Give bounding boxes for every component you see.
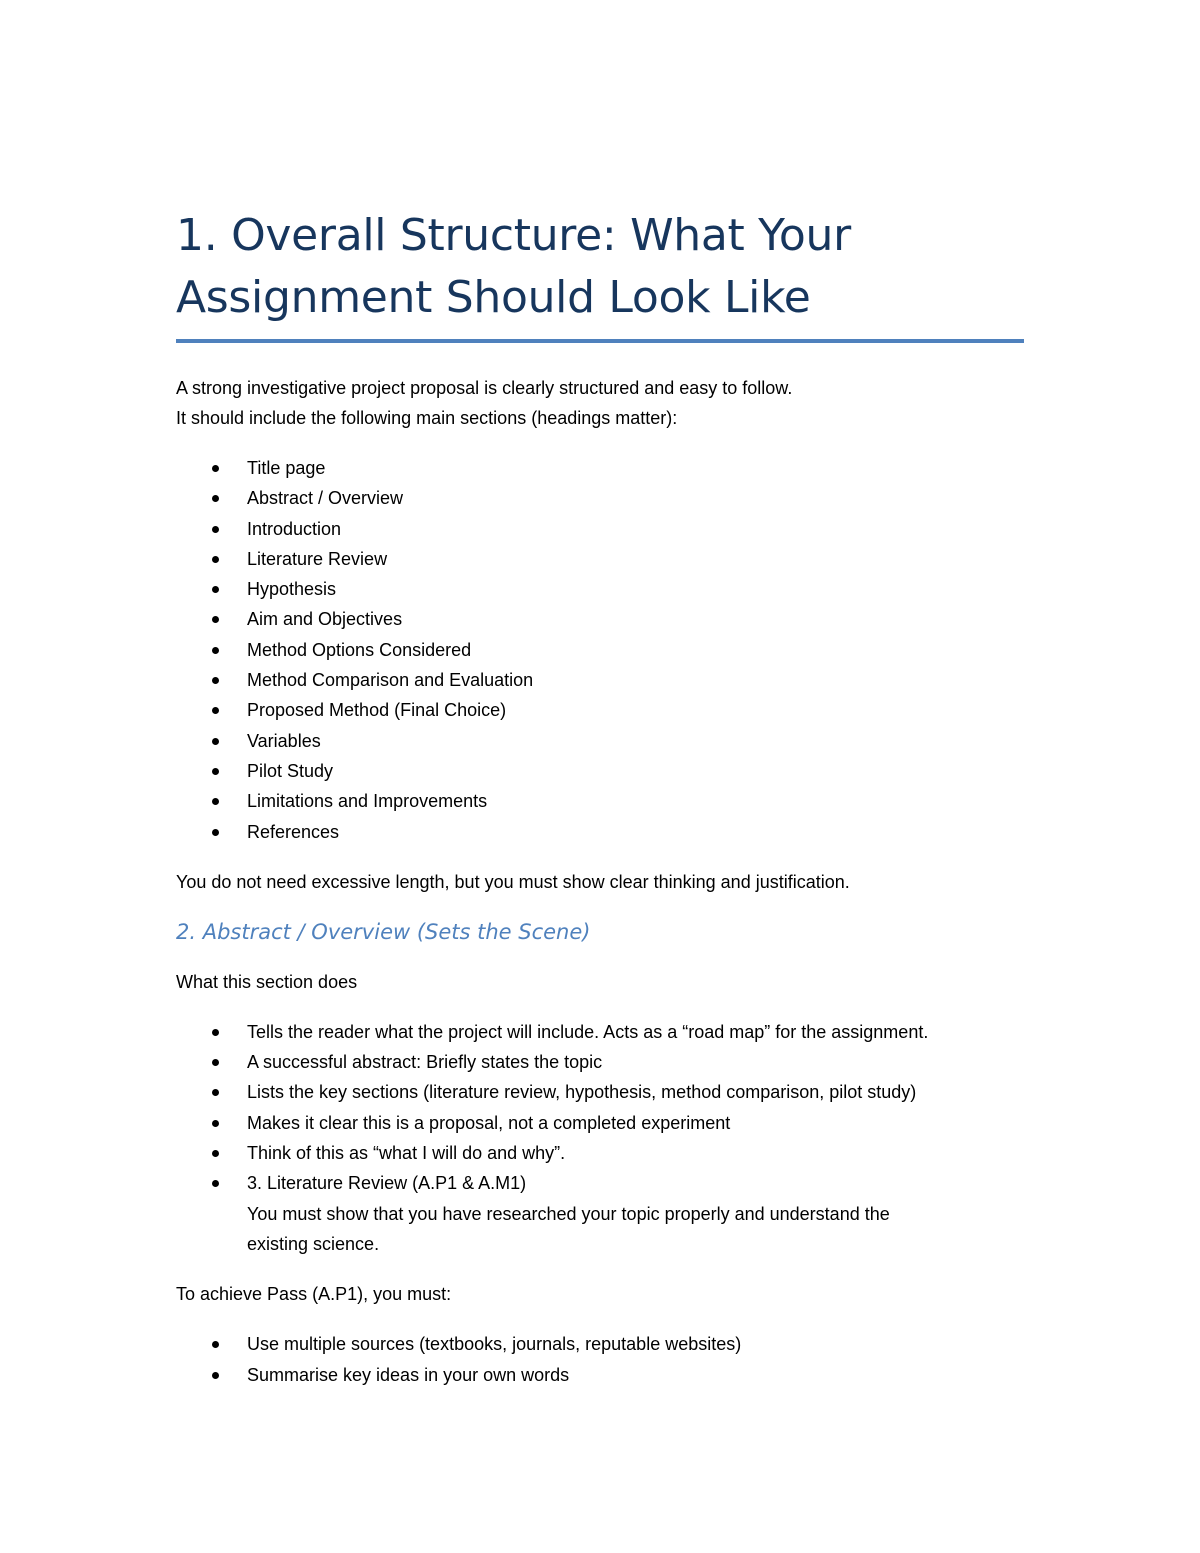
intro-paragraph (176, 373, 1024, 433)
list-item-text: Method Options Considered (247, 639, 472, 660)
bullet-icon (212, 465, 219, 472)
list-item (176, 1360, 1024, 1390)
list-item (176, 514, 1024, 544)
list-item (176, 1138, 1024, 1168)
bullet-icon (212, 677, 219, 684)
list-item-text: Tells the reader what the project will include. Acts as a “road map” for the assignment. (247, 1021, 929, 1042)
bullet-icon (212, 1341, 219, 1348)
bullet-icon (212, 1029, 219, 1036)
list-item-text: Abstract / Overview (247, 488, 404, 509)
list-item-text: Think of this as “what I will do and why”. (247, 1143, 566, 1164)
list-item-text: Variables (247, 730, 321, 751)
bullet-icon (212, 616, 219, 623)
bullet-icon (212, 738, 219, 745)
list-item-text: Limitations and Improvements (247, 791, 488, 812)
list-item-text: Use multiple sources (textbooks, journals, reputable websites) (247, 1334, 742, 1355)
list-item-text: Method Comparison and Evaluation (247, 670, 534, 691)
section-heading-abstract: 2. Abstract / Overview (Sets the Scene) (176, 919, 591, 944)
list-item (176, 544, 1024, 574)
title-underline (176, 339, 1024, 343)
bullet-icon (212, 1150, 219, 1157)
list-item-text: Summarise key ideas in your own words (247, 1364, 570, 1385)
list-item-text: Proposed Method (Final Choice) (247, 700, 507, 721)
bullet-icon (212, 707, 219, 714)
bullet-icon (212, 1372, 219, 1379)
bullet-icon (212, 1089, 219, 1096)
list-item (176, 604, 1024, 634)
list-item (176, 1168, 1024, 1259)
list-item (176, 665, 1024, 695)
abstract-lead: What this section does (176, 971, 358, 992)
list-item (176, 1017, 1024, 1047)
page-title-line-1: 1. Overall Structure: What Your (176, 210, 851, 261)
bullet-icon (212, 526, 219, 533)
bullet-icon (212, 768, 219, 775)
intro-line-1: A strong investigative project proposal is clearly structured and easy to follow. (176, 378, 793, 398)
intro-line-2: It should include the following main sections (headings matter): (176, 408, 678, 428)
main-sections-list (176, 453, 1024, 847)
list-item (176, 695, 1024, 725)
list-item (176, 483, 1024, 513)
page-title-line-2: Assignment Should Look Like (176, 272, 811, 323)
bullet-icon (212, 647, 219, 654)
list-item (176, 1047, 1024, 1077)
bullet-icon (212, 798, 219, 805)
list-item (176, 1329, 1024, 1359)
bullet-icon (212, 1120, 219, 1127)
list-item (176, 817, 1024, 847)
abstract-points-list (176, 1017, 1024, 1259)
pass-lead: To achieve Pass (A.P1), you must: (176, 1284, 452, 1305)
bullet-icon (212, 556, 219, 563)
length-note: You do not need excessive length, but you must show clear thinking and justification. (176, 871, 850, 892)
list-item (176, 1108, 1024, 1138)
list-item-text: Makes it clear this is a proposal, not a completed experiment (247, 1112, 731, 1133)
list-item (176, 726, 1024, 756)
list-item (176, 1077, 1024, 1107)
list-item-text: 3. Literature Review (A.P1 & A.M1) (247, 1173, 527, 1194)
bullet-icon (212, 1059, 219, 1066)
literature-note-line-1: You must show that you have researched your topic properly and understand the (247, 1203, 890, 1224)
list-item (176, 786, 1024, 816)
list-item-text: References (247, 821, 340, 842)
list-item (176, 453, 1024, 483)
list-item-text: Pilot Study (247, 760, 334, 781)
document-page (176, 205, 1024, 1390)
page-title (176, 205, 1024, 329)
list-item-text: Aim and Objectives (247, 609, 403, 630)
list-item (176, 635, 1024, 665)
list-item-text: Literature Review (247, 548, 388, 569)
bullet-icon (212, 829, 219, 836)
bullet-icon (212, 586, 219, 593)
list-item-text: A successful abstract: Briefly states the topic (247, 1052, 603, 1073)
bullet-icon (212, 1180, 219, 1187)
list-item-text: Title page (247, 458, 326, 478)
literature-note-line-2: existing science. (247, 1233, 380, 1254)
bullet-icon (212, 495, 219, 502)
pass-criteria-list (176, 1329, 1024, 1390)
list-item-text: Lists the key sections (literature review, hypothesis, method comparison, pilot study) (247, 1082, 917, 1103)
list-item (176, 756, 1024, 786)
list-item-text: Hypothesis (247, 579, 337, 600)
list-item (176, 574, 1024, 604)
list-item-text: Introduction (247, 518, 342, 539)
